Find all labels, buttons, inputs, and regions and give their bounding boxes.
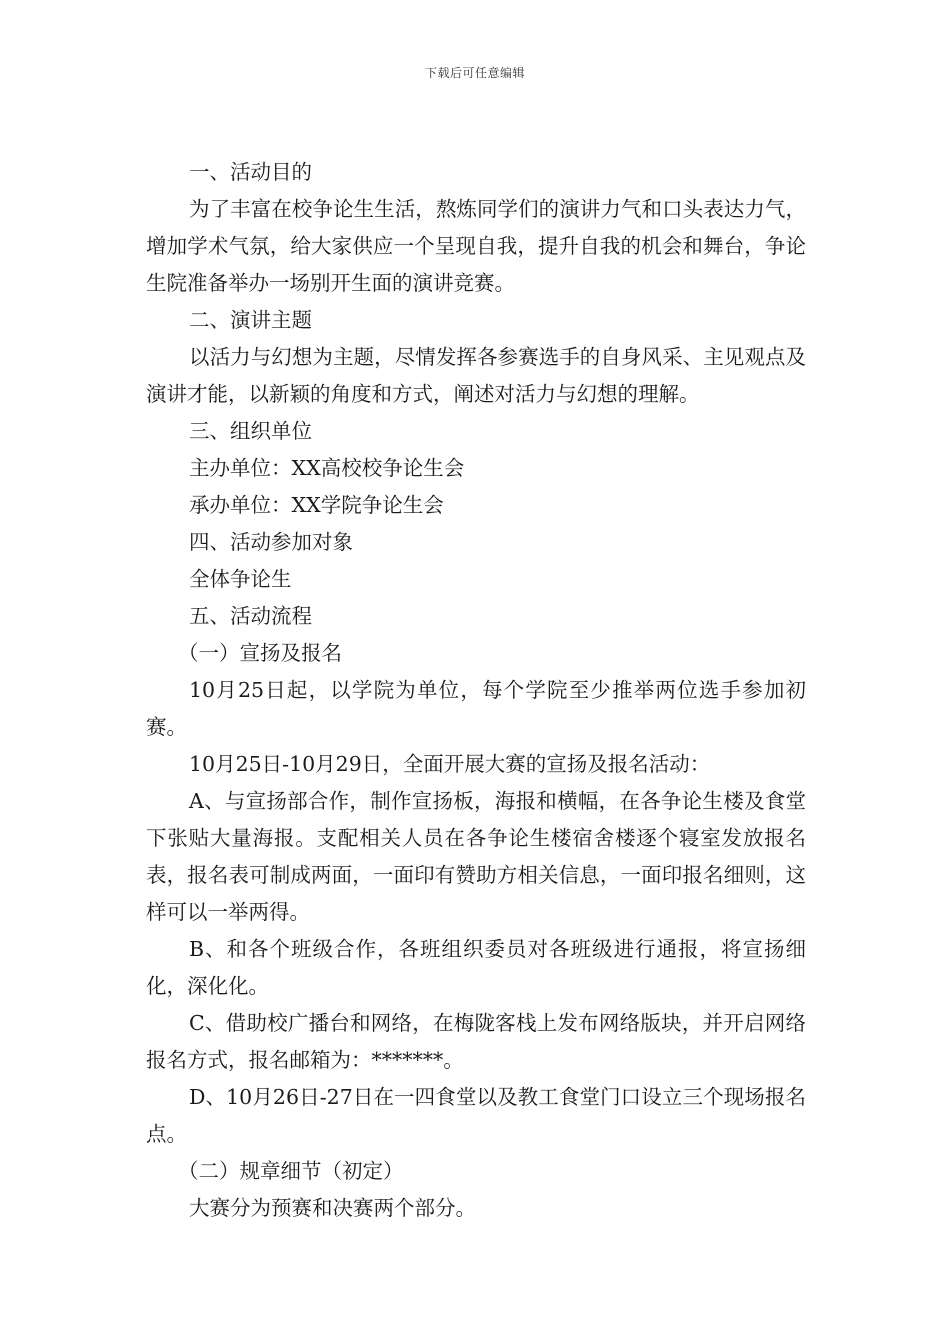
paragraph-item-d: D、10月26日-27日在一四食堂以及教工食堂门口设立三个现场报名点。 (146, 1085, 806, 1146)
page-header-note: 下载后可任意编辑 (424, 66, 525, 80)
paragraph-purpose: 为了丰富在校争论生生活，熬炼同学们的演讲力气和口头表达力气，增加学术气氛，给大家供应一个呈现自我，提升自我的机会和舞台，争论生院准备举办一场别开生面的演讲竞赛。 (146, 197, 806, 295)
subheading-rules: （二）规章细节（初定） (178, 1159, 404, 1183)
paragraph-host: 主办单位：XX高校校争论生会 (189, 456, 465, 480)
paragraph-recommend: 10月25日起，以学院为单位，每个学院至少推举两位选手参加初赛。 (146, 678, 806, 739)
section-heading-theme: 二、演讲主题 (189, 308, 312, 332)
paragraph-item-a: A、与宣扬部合作，制作宣扬板，海报和横幅，在各争论生楼及食堂下张贴大量海报。支配相关人员在各争论生楼宿舍楼逐个寝室发放报名表，报名表可制成两面，一面印有赞助方相关信息，一面印报名细则，这样可以一举两得。 (146, 789, 806, 924)
paragraph-item-b: B、和各个班级合作，各班组织委员对各班级进行通报，将宣扬细化，深化化。 (146, 937, 806, 998)
subheading-publicity: （一）宣扬及报名 (178, 641, 342, 665)
section-heading-purpose: 一、活动目的 (189, 160, 312, 184)
section-heading-participants: 四、活动参加对象 (189, 530, 353, 554)
paragraph-rules: 大赛分为预赛和决赛两个部分。 (189, 1196, 476, 1220)
paragraph-theme: 以活力与幻想为主题，尽情发挥各参赛选手的自身风采、主见观点及演讲才能，以新颖的角度和方式，阐述对活力与幻想的理解。 (146, 345, 806, 406)
section-heading-process: 五、活动流程 (189, 604, 312, 628)
section-heading-organizers: 三、组织单位 (189, 419, 312, 443)
paragraph-participants: 全体争论生 (189, 567, 292, 591)
paragraph-registration-period: 10月25日-10月29日，全面开展大赛的宣扬及报名活动： (189, 752, 711, 776)
paragraph-item-c: C、借助校广播台和网络，在梅陇客栈上发布网络版块，并开启网络报名方式，报名邮箱为：*******。 (146, 1011, 806, 1072)
paragraph-organizer: 承办单位：XX学院争论生会 (189, 493, 444, 517)
document-body (146, 154, 806, 1227)
